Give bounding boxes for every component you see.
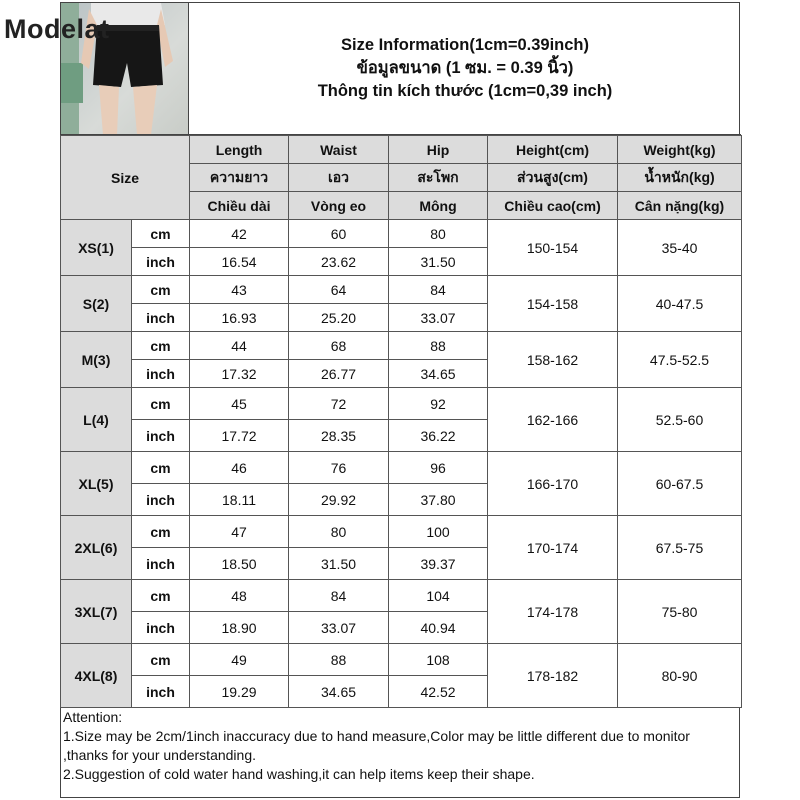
column-header-length: Length <box>190 136 289 164</box>
weight-range-cell: 52.5-60 <box>618 388 742 452</box>
waist-inch-cell: 28.35 <box>289 420 389 452</box>
watermark-logo: Modelat <box>4 14 110 44</box>
weight-range-cell: 40-47.5 <box>618 276 742 332</box>
size-label-cell: 4XL(8) <box>61 644 132 708</box>
waist-inch-cell: 26.77 <box>289 360 389 388</box>
unit-inch-cell: inch <box>132 548 190 580</box>
height-range-cell: 174-178 <box>488 580 618 644</box>
size-row-cm <box>61 452 742 484</box>
length-cm-cell: 49 <box>190 644 289 676</box>
hip-cm-cell: 100 <box>389 516 488 548</box>
notes-line-1: 1.Size may be 2cm/1inch inaccuracy due to hand measure,Color may be little different due to monitor <box>63 728 690 744</box>
height-range-cell: 150-154 <box>488 220 618 276</box>
size-row-cm <box>61 276 742 304</box>
weight-range-cell: 60-67.5 <box>618 452 742 516</box>
waist-inch-cell: 34.65 <box>289 676 389 708</box>
hip-inch-cell: 34.65 <box>389 360 488 388</box>
length-cm-cell: 42 <box>190 220 289 248</box>
weight-range-cell: 47.5-52.5 <box>618 332 742 388</box>
unit-cm-cell: cm <box>132 580 190 612</box>
size-label-cell: L(4) <box>61 388 132 452</box>
unit-cm-cell: cm <box>132 220 190 248</box>
unit-inch-cell: inch <box>132 612 190 644</box>
size-row-cm <box>61 516 742 548</box>
column-header-hip: Hip <box>389 136 488 164</box>
hip-inch-cell: 33.07 <box>389 304 488 332</box>
length-inch-cell: 16.93 <box>190 304 289 332</box>
unit-inch-cell: inch <box>132 304 190 332</box>
hip-inch-cell: 36.22 <box>389 420 488 452</box>
unit-inch-cell: inch <box>132 360 190 388</box>
weight-range-cell: 80-90 <box>618 644 742 708</box>
unit-cm-cell: cm <box>132 452 190 484</box>
size-row-cm <box>61 220 742 248</box>
waist-cm-cell: 60 <box>289 220 389 248</box>
unit-cm-cell: cm <box>132 644 190 676</box>
header-line-vietnamese: Thông tin kích thước (1cm=0,39 inch) <box>317 82 613 100</box>
hip-inch-cell: 39.37 <box>389 548 488 580</box>
size-label-cell: 3XL(7) <box>61 580 132 644</box>
unit-cm-cell: cm <box>132 332 190 360</box>
size-table-body <box>61 136 742 708</box>
hip-inch-cell: 37.80 <box>389 484 488 516</box>
length-cm-cell: 45 <box>190 388 289 420</box>
column-header-weight-vi: Cân nặng(kg) <box>618 192 742 220</box>
hip-cm-cell: 96 <box>389 452 488 484</box>
height-range-cell: 178-182 <box>488 644 618 708</box>
column-header-hip-vi: Mông <box>389 192 488 220</box>
column-header-length-thai: ความยาว <box>190 164 289 192</box>
waist-inch-cell: 31.50 <box>289 548 389 580</box>
hip-inch-cell: 40.94 <box>389 612 488 644</box>
attention-notes <box>61 707 741 785</box>
length-cm-cell: 43 <box>190 276 289 304</box>
length-inch-cell: 17.72 <box>190 420 289 452</box>
column-header-waist-thai: เอว <box>289 164 389 192</box>
header-line-english: Size Information(1cm=0.39inch) <box>340 36 590 54</box>
column-header-height: Height(cm) <box>488 136 618 164</box>
size-label-cell: M(3) <box>61 332 132 388</box>
hip-inch-cell: 42.52 <box>389 676 488 708</box>
column-header-weight-thai: น้ำหนัก(kg) <box>618 164 742 192</box>
unit-cm-cell: cm <box>132 276 190 304</box>
unit-inch-cell: inch <box>132 484 190 516</box>
length-inch-cell: 19.29 <box>190 676 289 708</box>
column-header-hip-thai: สะโพก <box>389 164 488 192</box>
waist-cm-cell: 84 <box>289 580 389 612</box>
length-cm-cell: 46 <box>190 452 289 484</box>
size-row-cm <box>61 332 742 360</box>
waist-cm-cell: 64 <box>289 276 389 304</box>
hip-cm-cell: 88 <box>389 332 488 360</box>
waist-inch-cell: 33.07 <box>289 612 389 644</box>
hip-cm-cell: 84 <box>389 276 488 304</box>
column-header-waist: Waist <box>289 136 389 164</box>
waist-cm-cell: 80 <box>289 516 389 548</box>
unit-cm-cell: cm <box>132 516 190 548</box>
hip-cm-cell: 104 <box>389 580 488 612</box>
waist-cm-cell: 88 <box>289 644 389 676</box>
header-line-thai: ข้อมูลขนาด (1 ซม. = 0.39 นิ้ว) <box>356 59 574 77</box>
length-inch-cell: 18.90 <box>190 612 289 644</box>
waist-inch-cell: 25.20 <box>289 304 389 332</box>
size-label-cell: XS(1) <box>61 220 132 276</box>
waist-cm-cell: 72 <box>289 388 389 420</box>
column-header-height-vi: Chiều cao(cm) <box>488 192 618 220</box>
column-header-height-thai: ส่วนสูง(cm) <box>488 164 618 192</box>
size-label-cell: 2XL(6) <box>61 516 132 580</box>
header-row-english <box>61 136 742 164</box>
notes-line-3: 2.Suggestion of cold water hand washing,it can help items keep their shape. <box>63 766 535 782</box>
size-information-header <box>189 3 741 135</box>
length-inch-cell: 17.32 <box>190 360 289 388</box>
height-range-cell: 162-166 <box>488 388 618 452</box>
size-table <box>60 135 742 708</box>
size-chart-sheet <box>60 2 740 798</box>
height-range-cell: 158-162 <box>488 332 618 388</box>
size-row-cm <box>61 644 742 676</box>
waist-inch-cell: 29.92 <box>289 484 389 516</box>
length-inch-cell: 16.54 <box>190 248 289 276</box>
weight-range-cell: 35-40 <box>618 220 742 276</box>
notes-title: Attention: <box>63 709 123 725</box>
length-cm-cell: 48 <box>190 580 289 612</box>
hip-cm-cell: 80 <box>389 220 488 248</box>
waist-inch-cell: 23.62 <box>289 248 389 276</box>
length-cm-cell: 44 <box>190 332 289 360</box>
waist-cm-cell: 68 <box>289 332 389 360</box>
height-range-cell: 154-158 <box>488 276 618 332</box>
unit-inch-cell: inch <box>132 248 190 276</box>
length-cm-cell: 47 <box>190 516 289 548</box>
length-inch-cell: 18.11 <box>190 484 289 516</box>
size-label-cell: XL(5) <box>61 452 132 516</box>
notes-line-2: ,thanks for your understanding. <box>63 747 257 763</box>
size-row-cm <box>61 388 742 420</box>
size-column-header: Size <box>61 136 190 220</box>
unit-inch-cell: inch <box>132 676 190 708</box>
unit-cm-cell: cm <box>132 388 190 420</box>
length-inch-cell: 18.50 <box>190 548 289 580</box>
unit-inch-cell: inch <box>132 420 190 452</box>
size-label-cell: S(2) <box>61 276 132 332</box>
hip-cm-cell: 92 <box>389 388 488 420</box>
column-header-weight: Weight(kg) <box>618 136 742 164</box>
hip-inch-cell: 31.50 <box>389 248 488 276</box>
height-range-cell: 170-174 <box>488 516 618 580</box>
column-header-waist-vi: Vòng eo <box>289 192 389 220</box>
weight-range-cell: 67.5-75 <box>618 516 742 580</box>
hip-cm-cell: 108 <box>389 644 488 676</box>
height-range-cell: 166-170 <box>488 452 618 516</box>
size-row-cm <box>61 580 742 612</box>
weight-range-cell: 75-80 <box>618 580 742 644</box>
column-header-length-vi: Chiều dài <box>190 192 289 220</box>
waist-cm-cell: 76 <box>289 452 389 484</box>
